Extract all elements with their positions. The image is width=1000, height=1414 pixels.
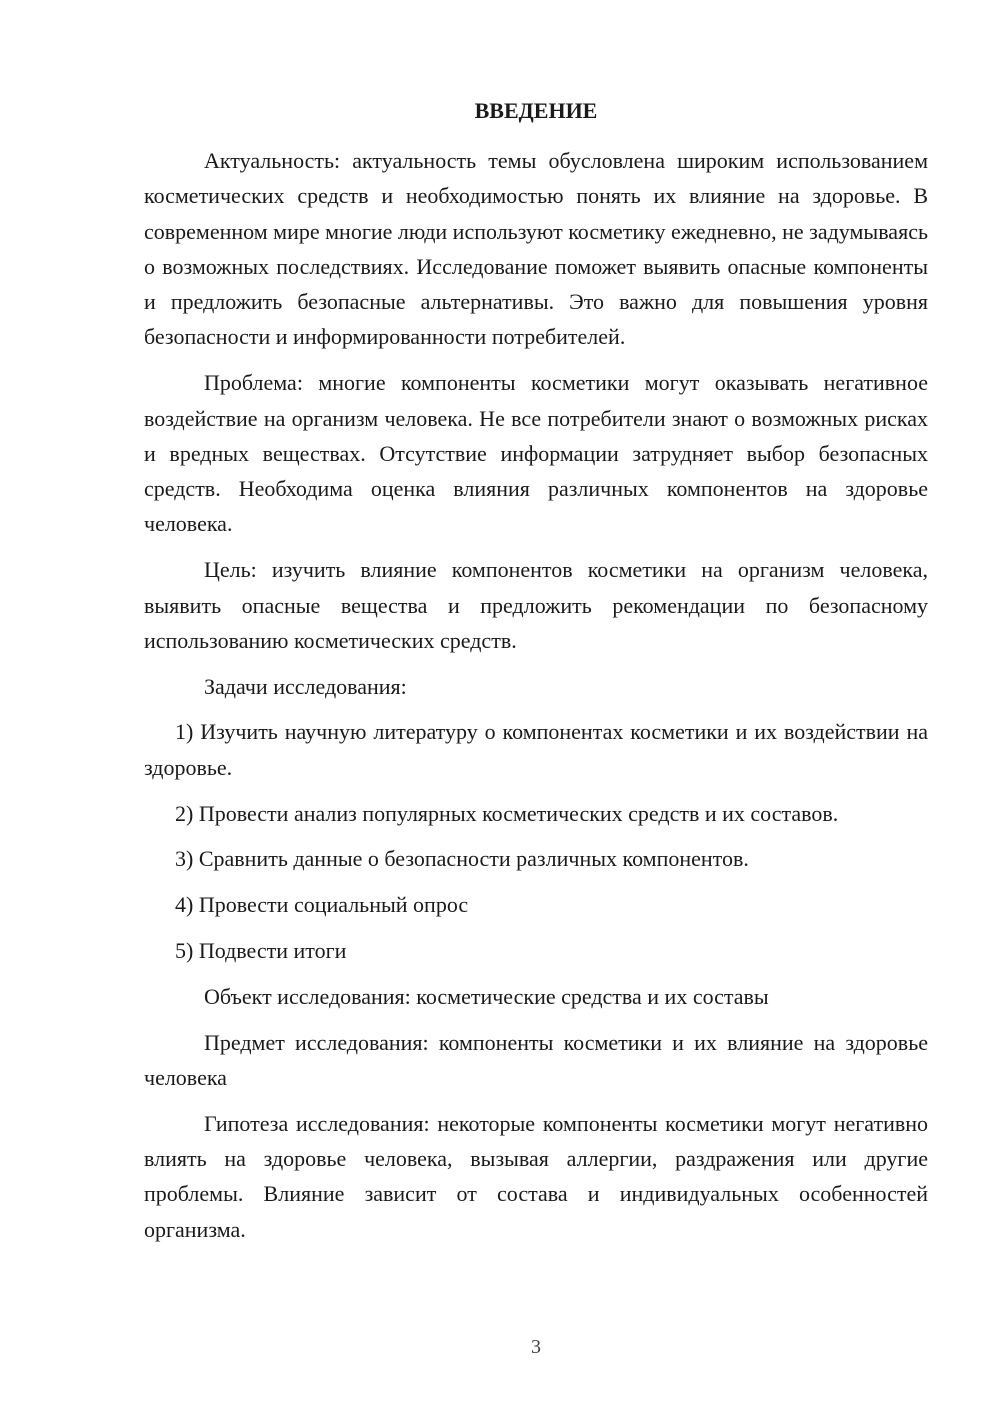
paragraph-hypothesis: Гипотеза исследования: некоторые компоненты косметики могут негативно влиять на здоровье человека, вызывая аллергии, раздражения или другие проблемы. Влияние зависит от состава и индивидуальных особенностей организма. — [144, 1110, 928, 1242]
page-number: 3 — [531, 1336, 541, 1358]
paragraph-problem: Проблема: многие компоненты косметики могут оказывать негативное воздействие на организм человека. Не все потребители знают о возможных рисках и вредных веществах. Отсутствие информации затрудняет выбор безопасных средств. Необходима оценка влияния различных компонентов на здоровье человека. — [144, 370, 928, 537]
task-item-4: 4) Провести социальный опрос — [175, 892, 469, 918]
page-title: ВВЕДЕНИЕ — [474, 98, 598, 123]
task-item-3: 3) Сравнить данные о безопасности различных компонентов. — [175, 846, 749, 872]
document-page — [144, 0, 928, 1414]
paragraph-tasks-heading: Задачи исследования: — [204, 673, 407, 699]
paragraph-object: Объект исследования: косметические средства и их составы — [204, 983, 769, 1009]
paragraph-subject: Предмет исследования: компоненты косметики и их влияние на здоровье человека — [144, 1029, 928, 1090]
task-item-5: 5) Подвести итоги — [175, 937, 347, 963]
document-body — [144, 143, 928, 1257]
task-item-1: 1) Изучить научную литературу о компонентах косметики и их воздействии на здоровье. — [144, 719, 928, 780]
paragraph-relevance: Актуальность: актуальность темы обусловлена широким использованием косметических средств и необходимостью понять их влияние на здоровье. В современном мире многие люди используют косметику ежедневно, не задумываясь о возможных последствиях. Исследование поможет выявить опасные компоненты и предложить безопасные альтернативы. Это важно для повышения уровня безопасности и информированности потребителей. — [144, 148, 928, 350]
task-item-2: 2) Провести анализ популярных косметических средств и их составов. — [175, 800, 839, 826]
paragraph-goal: Цель: изучить влияние компонентов косметики на организм человека, выявить опасные вещества и предложить рекомендации по безопасному использованию косметических средств. — [144, 557, 928, 653]
